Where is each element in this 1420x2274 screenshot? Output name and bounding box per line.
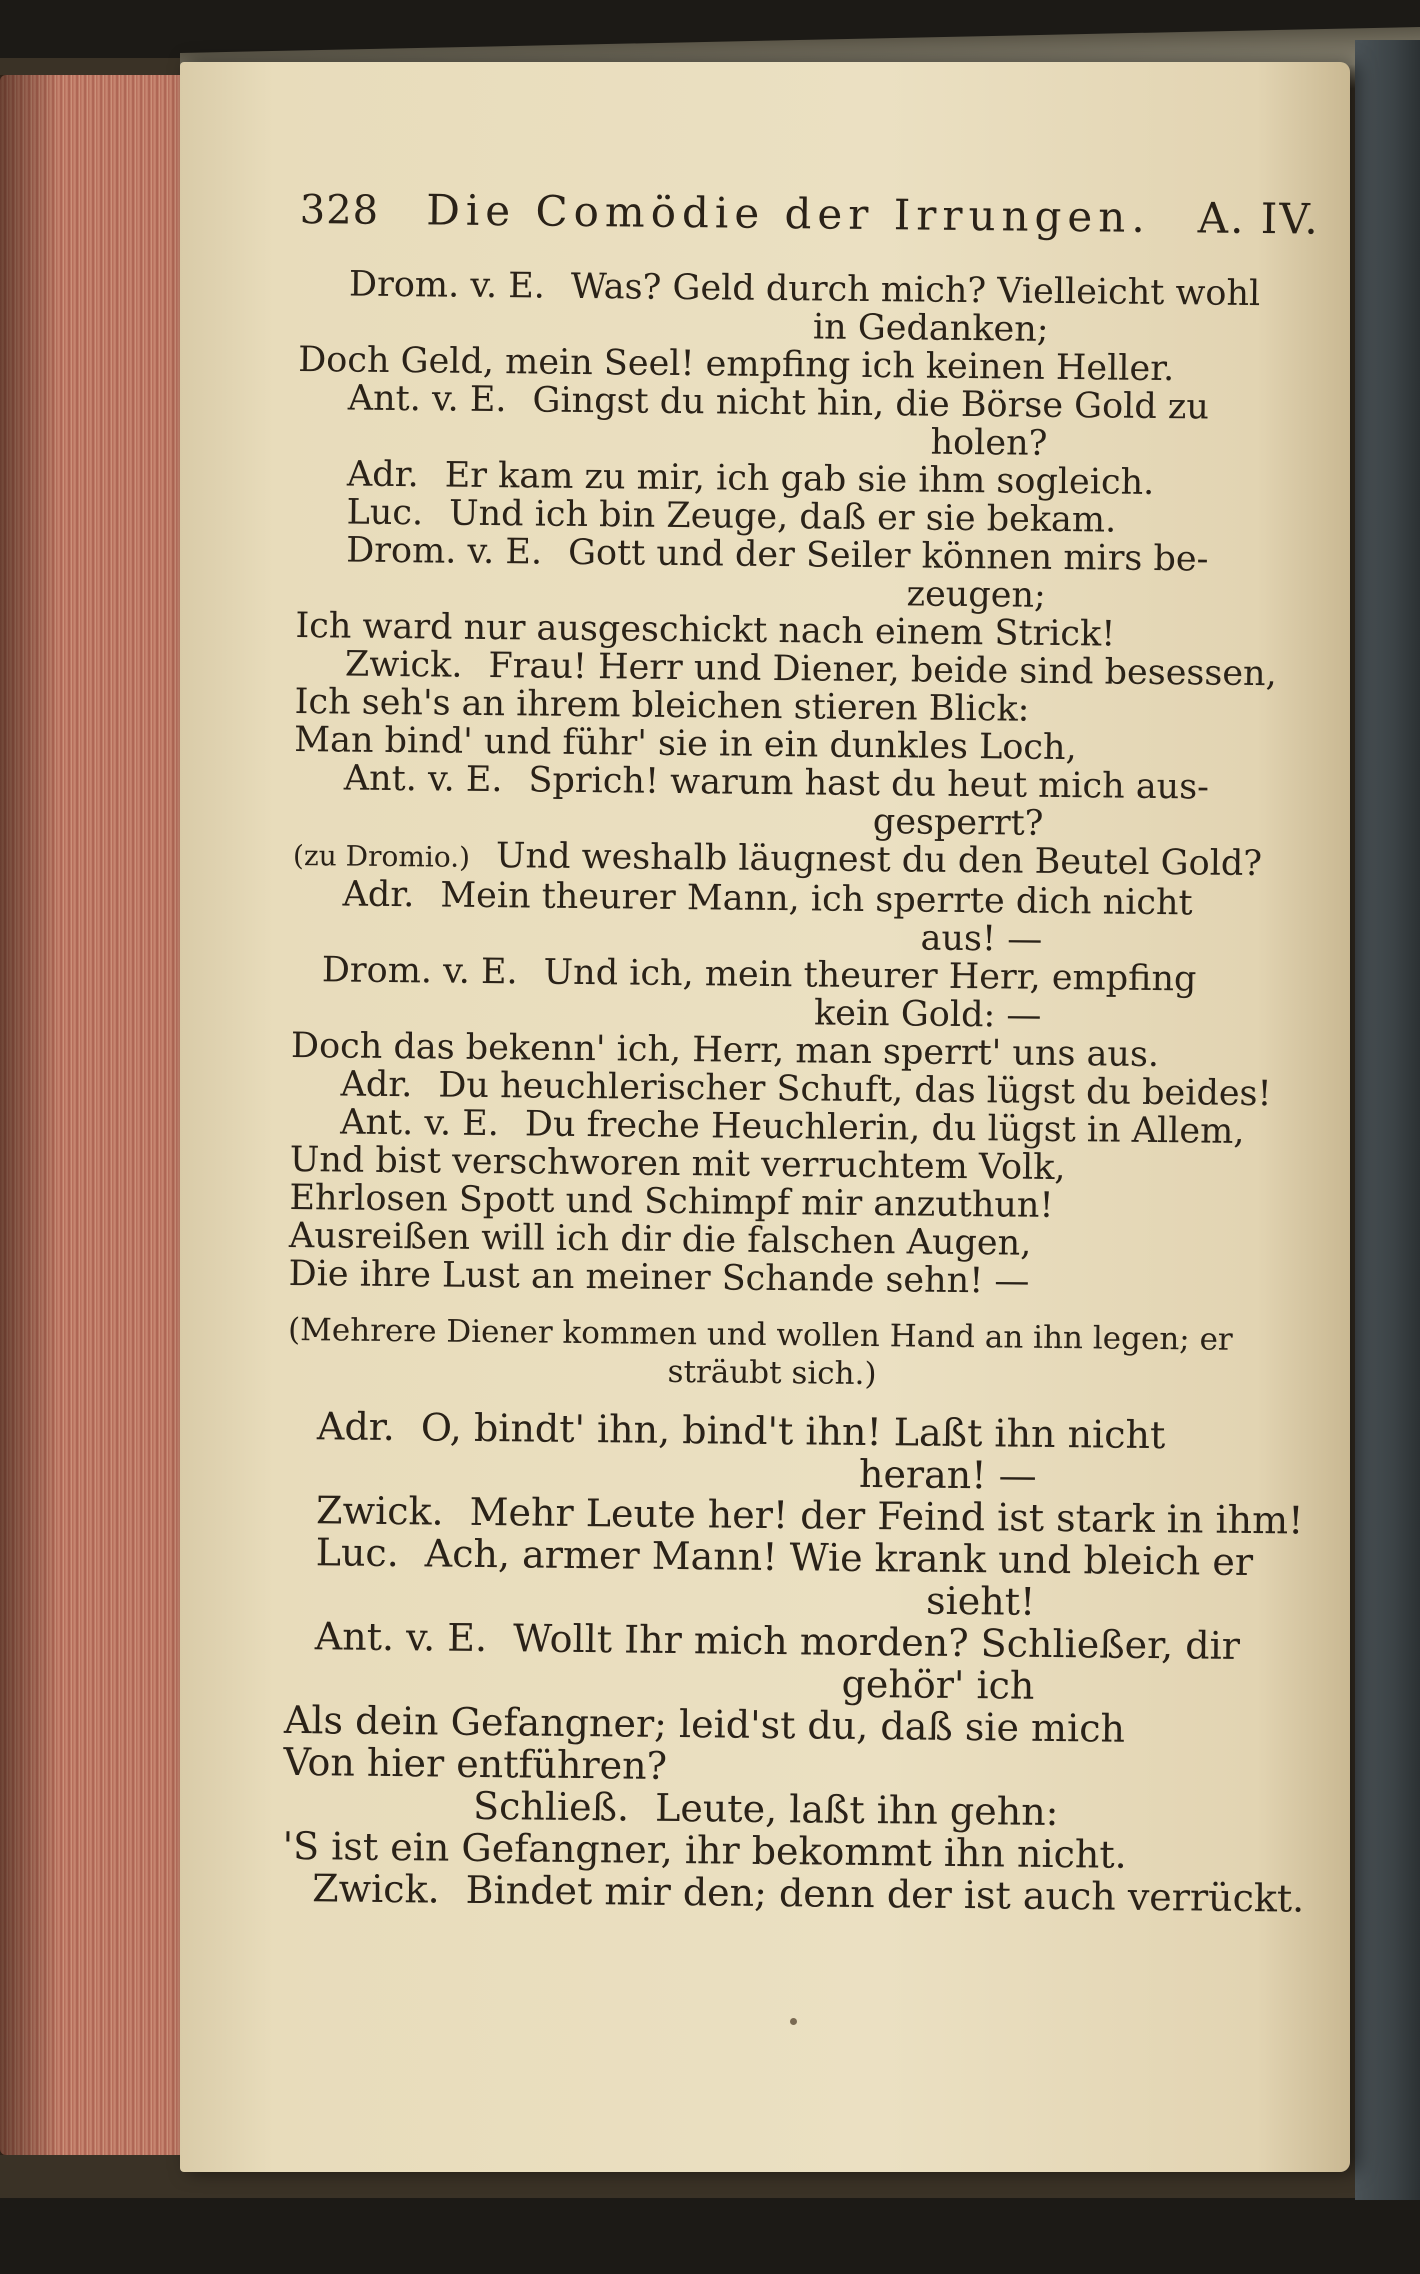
- verse-line: in Gedanken;: [812, 307, 1049, 350]
- stage-note: (zu Dromio.): [292, 838, 471, 874]
- verse-line: Luc. Ach, armer Mann! Wie krank und bleich er: [315, 1530, 1254, 1585]
- speaker: Drom. v. E.: [346, 530, 543, 573]
- verse-line: kein Gold: —: [813, 993, 1042, 1036]
- speaker: Ant. v. E.: [343, 758, 503, 801]
- speaker: Zwick.: [311, 1866, 440, 1912]
- verse-line: (zu Dromio.) Und weshalb läugnest du den Beutel Gold?: [292, 836, 1263, 885]
- speaker: Zwick.: [344, 644, 463, 686]
- verse-line: Drom. v. E. Und ich, mein theurer Herr, empfing: [321, 950, 1197, 1000]
- verse-line: Drom. v. E. Was? Geld durch mich? Vielleicht wohl: [348, 264, 1261, 315]
- verse-line: 'S ist ein Gefangner, ihr bekommt ihn nicht.: [282, 1823, 1127, 1877]
- speaker: Ant. v. E.: [340, 1102, 500, 1145]
- verse-line: heran! —: [858, 1451, 1037, 1498]
- verse-line: Adr. Mein theurer Mann, ich sperrte dich nicht: [342, 874, 1193, 924]
- speaker: Luc.: [346, 492, 424, 534]
- speaker: Ant. v. E.: [347, 378, 507, 421]
- verse-line: Schließ. Leute, laßt ihn gehn:: [472, 1783, 1059, 1835]
- page-text: [282, 185, 1321, 1921]
- verse-line: Drom. v. E. Gott und der Seiler können mirs be-: [346, 530, 1209, 580]
- act-number: A. IV.: [1197, 193, 1321, 244]
- verse-line: Ich ward nur ausgeschickt nach einem Strick!: [295, 605, 1116, 655]
- page-number: 328: [299, 187, 380, 234]
- book-cover-edge: [1355, 40, 1420, 2200]
- verse-line: Zwick. Frau! Herr und Diener, beide sind besessen,: [344, 644, 1277, 695]
- speaker: Luc.: [315, 1530, 400, 1576]
- verse-line: Von hier entführen?: [283, 1739, 668, 1788]
- page-edges: [0, 75, 195, 2155]
- verse-line: Ant. v. E. Du freche Heuchlerin, du lügst in Allem,: [340, 1102, 1245, 1152]
- stage-direction: [287, 1311, 1308, 1398]
- verse-line: Ant. v. E. Gingst du nicht hin, die Börse Gold zu: [347, 378, 1210, 428]
- verse-line: gehör' ich: [841, 1661, 1035, 1708]
- verse-line: Doch das bekenn' ich, Herr, man sperrt' uns aus.: [290, 1025, 1160, 1076]
- verse-line: sieht!: [925, 1578, 1036, 1624]
- ink-spot: [790, 2018, 797, 2025]
- verse-line: Ausreißen will ich dir die falschen Augen,: [288, 1215, 1032, 1264]
- verse-line: Adr. O, bindt' ihn, bind't ihn! Laßt ihn nicht: [316, 1404, 1166, 1458]
- speaker: Drom. v. E.: [321, 950, 518, 993]
- verse-line: holen?: [930, 422, 1048, 464]
- verse-line: Adr. Er kam zu mir, ich gab sie ihm sogleich.: [346, 454, 1155, 503]
- verse-line: zeugen;: [906, 574, 1047, 616]
- verse-line: Und bist verschworen mit verruchtem Volk,: [289, 1139, 1066, 1189]
- speaker: Ant. v. E.: [314, 1614, 488, 1661]
- verse-line: Die ihre Lust an meiner Schande sehn! —: [288, 1253, 1030, 1302]
- verse-line: Doch Geld, mein Seel! empfing ich keinen Heller.: [298, 339, 1175, 390]
- speaker: Adr.: [346, 454, 419, 496]
- verse-line: Zwick. Bindet mir den; denn der ist auch verrückt.: [311, 1866, 1305, 1921]
- speaker: Drom. v. E.: [348, 264, 546, 307]
- verse-line: Ant. v. E. Sprich! warum hast du heut mich aus-: [343, 758, 1210, 808]
- verse-line: Man bind' und führ' sie in ein dunkles Loch,: [294, 719, 1077, 769]
- speaker: Schließ.: [472, 1783, 630, 1830]
- verse-line: Als dein Gefangner; leid'st du, daß sie mich: [283, 1697, 1126, 1751]
- running-title: Die Comödie der Irrungen.: [425, 185, 1151, 242]
- speaker: Adr.: [316, 1404, 396, 1450]
- stage-direction-line: (Mehrere Diener kommen und wollen Hand an ihn legen; er: [287, 1311, 1233, 1358]
- verse-line: gesperrt?: [872, 802, 1044, 844]
- verse-line: Luc. Und ich bin Zeuge, daß er sie bekam.: [346, 492, 1117, 541]
- verse-line: Adr. Du heuchlerischer Schuft, das lügst du beides!: [340, 1064, 1272, 1115]
- stage-direction-line: sträubt sich.): [667, 1353, 877, 1393]
- verse-line: Ich seh's an ihrem bleichen stieren Blick:: [294, 681, 1030, 730]
- speaker: Adr.: [340, 1064, 413, 1106]
- speaker: Adr.: [342, 874, 415, 916]
- verse-line: Ehrlosen Spott und Schimpf mir anzuthun!: [289, 1177, 1054, 1226]
- verse-line: Ant. v. E. Wollt Ihr mich morden? Schließer, dir: [314, 1614, 1241, 1668]
- speaker: Zwick.: [315, 1488, 444, 1534]
- verse-line: Zwick. Mehr Leute her! der Feind ist stark in ihm!: [315, 1488, 1304, 1543]
- verse-line: aus! —: [920, 918, 1043, 960]
